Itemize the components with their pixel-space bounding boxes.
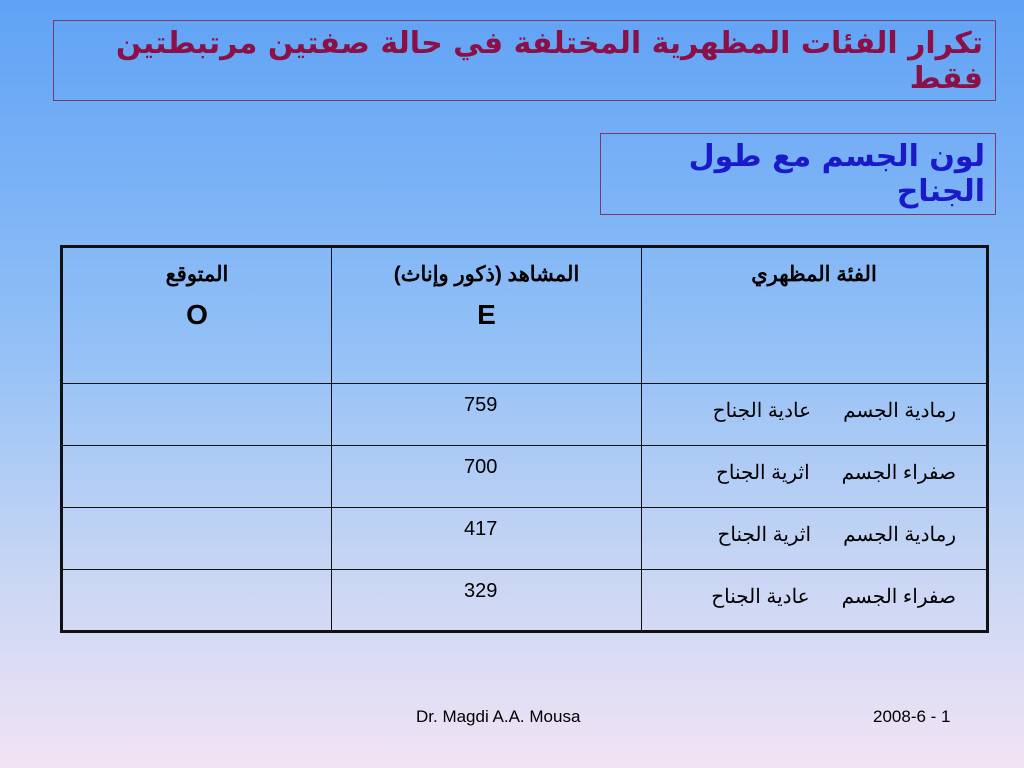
- footer-author: Dr. Magdi A.A. Mousa: [416, 707, 581, 726]
- table-row: [62, 508, 988, 570]
- expected-cell: [62, 446, 332, 508]
- header-category-label: الفئة المظهري: [751, 263, 877, 286]
- table-row: [62, 384, 988, 446]
- header-expected-symbol: O: [186, 299, 208, 330]
- body-color: رمادية الجسم: [843, 524, 956, 546]
- slide-title: تكرار الفئات المظهرية المختلفة في حالة صفتين مرتبطتين فقط: [115, 25, 983, 96]
- wing-length: اثرية الجناح: [717, 524, 812, 546]
- footer-date: 2008-6 - 1: [873, 707, 951, 726]
- category-cell: [642, 508, 988, 570]
- wing-length: عادية الجناح: [711, 586, 810, 608]
- slide-subtitle: لون الجسم مع طول الجناح: [688, 139, 985, 209]
- expected-cell: [62, 508, 332, 570]
- body-color: صفراء الجسم: [841, 462, 956, 484]
- table-row: [62, 570, 988, 632]
- observed-cell: 700: [332, 446, 642, 508]
- table-row: [62, 446, 988, 508]
- header-observed-symbol: E: [477, 299, 496, 330]
- header-category: [642, 247, 988, 384]
- category-cell: [642, 570, 988, 632]
- header-observed-label: المشاهد (ذكور وإناث): [393, 263, 580, 286]
- subtitle-box: [600, 133, 996, 215]
- wing-length: اثرية الجناح: [716, 462, 810, 484]
- category-cell: [642, 384, 988, 446]
- observed-cell: 759: [332, 384, 642, 446]
- header-expected-label: المتوقع: [165, 263, 229, 286]
- expected-cell: [62, 570, 332, 632]
- body-color: رمادية الجسم: [843, 400, 956, 422]
- expected-cell: [62, 384, 332, 446]
- phenotype-table: [60, 245, 989, 633]
- body-color: صفراء الجسم: [841, 586, 956, 608]
- observed-cell: 417: [332, 508, 642, 570]
- wing-length: عادية الجناح: [712, 400, 812, 422]
- header-observed: [332, 247, 642, 384]
- category-cell: [642, 446, 988, 508]
- table-header-row: [62, 247, 988, 384]
- header-expected: [62, 247, 332, 384]
- observed-cell: 329: [332, 570, 642, 632]
- title-box: [53, 20, 996, 101]
